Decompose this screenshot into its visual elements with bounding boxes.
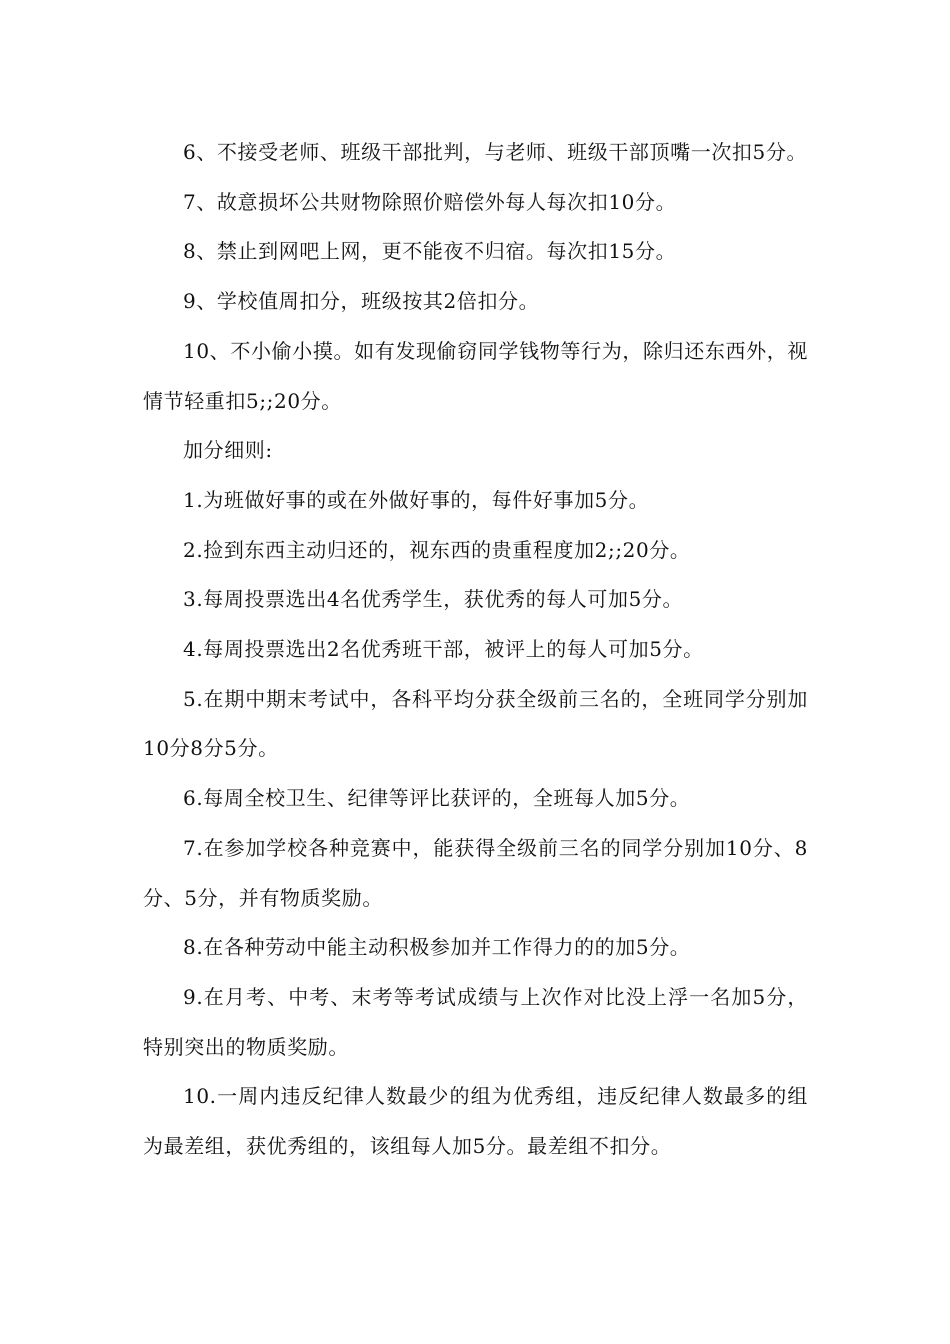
rule-deduct-6: 6、不接受老师、班级干部批判，与老师、班级干部顶嘴一次扣5分。 <box>183 140 808 164</box>
section-heading-bonus: 加分细则: <box>183 438 273 463</box>
rule-bonus-10: 10.一周内违反纪律人数最少的组为优秀组，违反纪律人数最多的组为最差组，获优秀组的，该组每人加5分。最差组不扣分。 <box>143 1084 808 1159</box>
document-body <box>143 128 808 1172</box>
rule-bonus-2: 2.捡到东西主动归还的，视东西的贵重程度加2;;20分。 <box>183 537 691 562</box>
rule-bonus-9: 9.在月考、中考、末考等考试成绩与上次作对比没上浮一名加5分，特别突出的物质奖励。 <box>143 984 808 1059</box>
rule-deduct-8: 8、禁止到网吧上网，更不能夜不归宿。每次扣15分。 <box>183 239 677 264</box>
rule-deduct-9: 9、学校值周扣分，班级按其2倍扣分。 <box>183 289 540 314</box>
rule-bonus-1: 1.为班做好事的或在外做好事的，每件好事加5分。 <box>183 487 650 512</box>
rule-bonus-5: 5.在期中期末考试中，各科平均分获全级前三名的，全班同学分别加10分8分5分。 <box>143 686 808 761</box>
rule-deduct-10: 10、不小偷小摸。如有发现偷窃同学钱物等行为，除归还东西外，视情节轻重扣5;;20分。 <box>143 338 808 413</box>
rule-bonus-4: 4.每周投票选出2名优秀班干部，被评上的每人可加5分。 <box>183 637 704 662</box>
rule-bonus-8: 8.在各种劳动中能主动积极参加并工作得力的的加5分。 <box>183 935 691 960</box>
rule-deduct-7: 7、故意损坏公共财物除照价赔偿外每人每次扣10分。 <box>183 189 677 214</box>
rule-bonus-7: 7.在参加学校各种竞赛中，能获得全级前三名的同学分别加10分、8分、5分，并有物质奖励。 <box>143 835 808 910</box>
rule-bonus-3: 3.每周投票选出4名优秀学生，获优秀的每人可加5分。 <box>183 587 684 612</box>
rule-bonus-6: 6.每周全校卫生、纪律等评比获评的，全班每人加5分。 <box>183 786 691 811</box>
